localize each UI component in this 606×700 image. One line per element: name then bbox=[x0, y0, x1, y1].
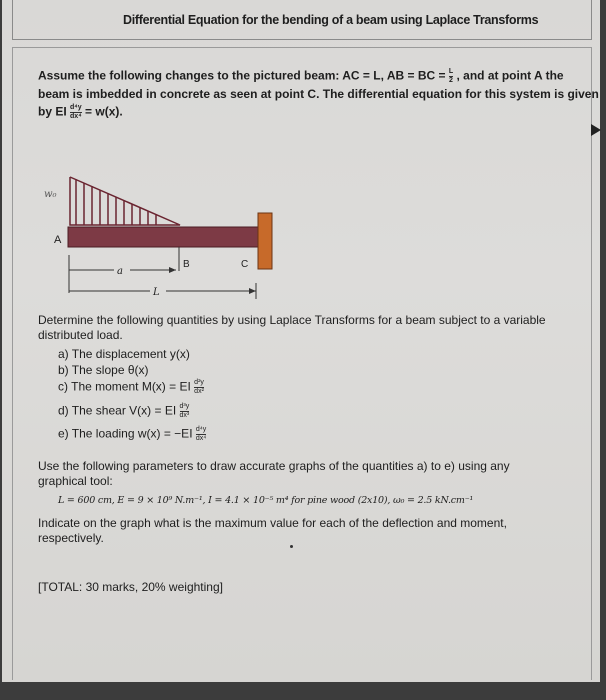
instruction-line-2: respectively. bbox=[38, 531, 104, 545]
instruction-line-1: Indicate on the graph what is the maximum value for each of the deflection and moment, bbox=[38, 516, 507, 530]
list-item-d: d) The shear V(x) = EI $\frac{\text{d³y}}{\text{dx³}}$ bbox=[58, 403, 190, 419]
intro-line-1: Assume the following changes to the pictured beam: AC = L, AB = BC = $\frac{L}{2}$ , and at point A the bbox=[38, 68, 564, 84]
beam-diagram bbox=[42, 175, 282, 305]
load-arrows bbox=[76, 179, 156, 225]
point-c-label: C bbox=[241, 259, 249, 270]
params-values: L = 600 cm, E = 9 × 10⁹ N.m⁻¹, I = 4.1 × 10⁻⁵ m⁴ for pine wood (2x10), ω₀ = 2.5 kN.cm⁻¹ bbox=[58, 495, 474, 506]
stray-dot bbox=[290, 545, 293, 548]
cursor-icon bbox=[589, 122, 603, 138]
beam bbox=[68, 227, 258, 247]
params-line-1: Use the following parameters to draw accurate graphs of the quantities a) to e) using any bbox=[38, 459, 510, 473]
document-page bbox=[2, 0, 600, 682]
dim-a-label: a bbox=[117, 266, 123, 277]
list-item-e: e) The loading w(x) = −EI $\frac{\text{d⁴y}}{\text{dx⁴}}$ bbox=[58, 426, 207, 442]
fraction-d4y-dx4: $\frac{\text{d⁴y}}{\text{dx⁴}}$ bbox=[70, 104, 82, 120]
dim-l-label: L bbox=[153, 287, 160, 298]
list-item-a: a) The displacement y(x) bbox=[58, 347, 190, 361]
total-marks: [TOTAL: 30 marks, 20% weighting] bbox=[38, 580, 223, 594]
params-line-2: graphical tool: bbox=[38, 474, 113, 488]
point-a-label: A bbox=[54, 234, 62, 246]
load-triangle bbox=[70, 177, 180, 225]
title-box bbox=[12, 0, 592, 40]
intro-line-2: beam is imbedded in concrete as seen at point C. The differential equation for this system is given bbox=[38, 87, 599, 101]
fraction-l-over-2: $\frac{L}{2}$ bbox=[448, 68, 454, 84]
list-item-c: c) The moment M(x) = EI $\frac{\text{d²y}}{\text{dx²}}$ bbox=[58, 379, 204, 395]
intro-line-3: by EI $\frac{\text{d⁴y}}{\text{dx⁴}} = w(x)$. bbox=[38, 104, 123, 120]
question-line-1: Determine the following quantities by using Laplace Transforms for a beam subject to a variable bbox=[38, 313, 546, 327]
wall-support bbox=[258, 213, 272, 269]
load-label: w₀ bbox=[44, 189, 57, 200]
question-line-2: distributed load. bbox=[38, 328, 123, 342]
point-b-label: B bbox=[183, 259, 190, 270]
page-title: Differential Equation for the bending of a beam using Laplace Transforms bbox=[123, 13, 539, 27]
list-item-b: b) The slope θ(x) bbox=[58, 363, 149, 377]
